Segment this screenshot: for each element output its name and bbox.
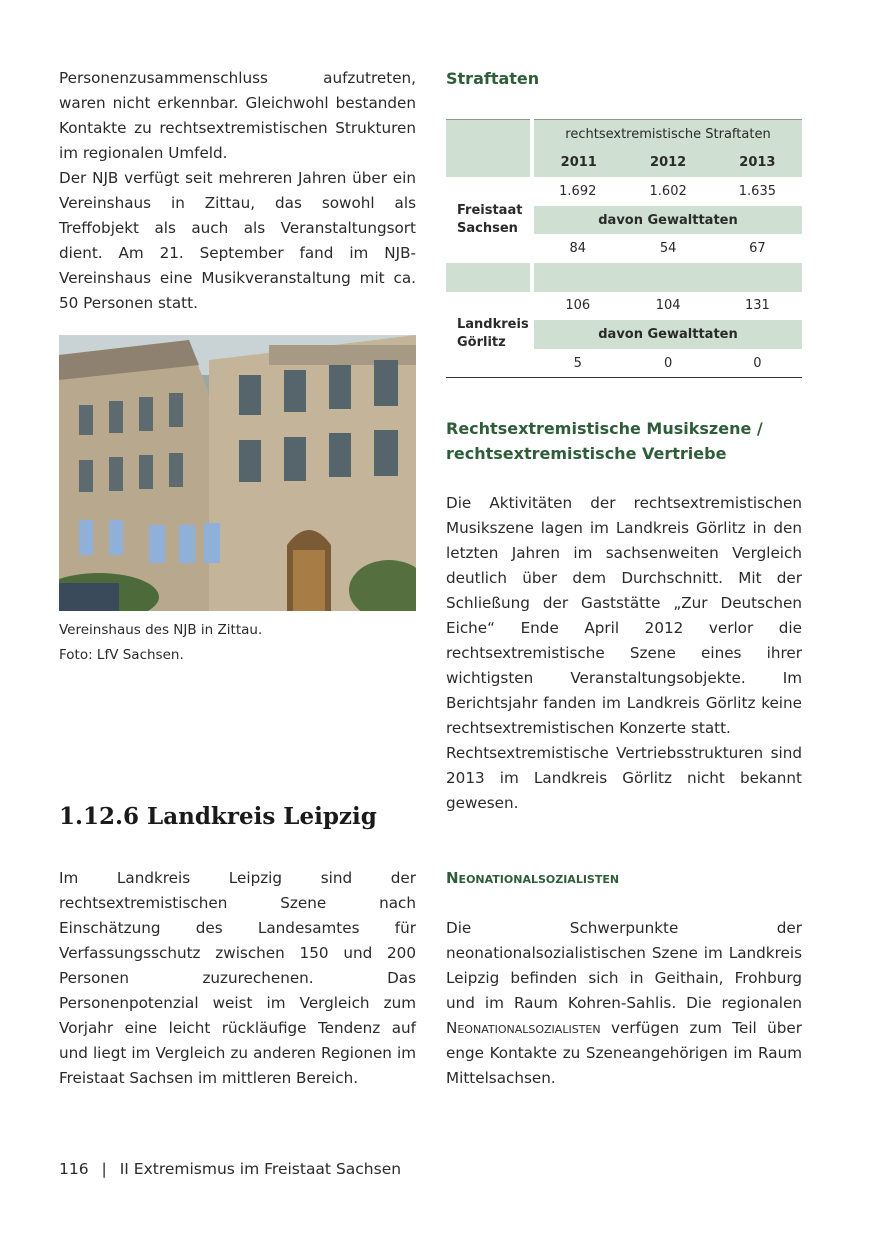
subheader-gewalttaten: davon Gewalttaten <box>532 206 802 235</box>
neonazi-text-part-2: verfügen zum Teil über enge Kontakte zu Szeneangehörigen im Raum Mittelsachsen. <box>446 1019 802 1087</box>
table-cell: 1.692 <box>559 183 597 199</box>
neonazi-term: Neonationalsozialisten <box>446 1019 601 1037</box>
table-cell: 84 <box>569 241 587 257</box>
page-footer <box>59 1160 401 1178</box>
neonazi-paragraph <box>446 916 802 1091</box>
musik-text <box>446 491 802 816</box>
leipzig-text <box>59 866 416 1091</box>
spacer-cell <box>446 263 532 292</box>
chapter-title: II Extremismus im Freistaat Sachsen <box>119 1160 402 1178</box>
musik-paragraph-2: Rechtsextremistische Vertriebsstrukturen sind 2013 im Landkreis Görlitz nicht bekannt gewesen. <box>446 744 802 812</box>
intro-paragraph-1: Personenzusammenschluss aufzutreten, waren nicht erkennbar. Gleichwohl bestanden Kontakte zu rechtsextremistischen Strukturen im regionalen Umfeld. <box>59 69 416 162</box>
leipzig-paragraph: Im Landkreis Leipzig sind der rechtsextremistischen Szene nach Einschätzung des Landesamtes für Verfassungsschutz zwischen 150 und 200 Personen zuzurechenen. Das Personenpotenzial weist im Vergleich zum Vorjahr eine leicht rückläufige Tendenz auf und liegt im Vergleich zu anderen Regionen im Freistaat Sachsen im mittleren Bereich. <box>59 869 416 1087</box>
year-header: 2013 <box>713 149 802 178</box>
table-cell: 54 <box>659 241 677 257</box>
intro-text <box>59 66 416 316</box>
subheader-gewalttaten: davon Gewalttaten <box>532 320 802 349</box>
spacer-row <box>532 263 802 292</box>
year-header: 2012 <box>624 149 713 178</box>
region-label-goerlitz: Landkreis Görlitz <box>457 317 529 351</box>
table-cell: 5 <box>573 355 582 371</box>
neonazi-heading: Neonationalsozialisten <box>446 869 620 887</box>
table-cell: 106 <box>565 298 591 314</box>
musik-heading-line-2: rechtsextremistische Vertriebe <box>446 444 727 463</box>
table-cell: 67 <box>749 241 766 257</box>
photo-caption <box>59 618 416 668</box>
table-cell: 131 <box>744 298 770 314</box>
region-label-sachsen: Freistaat Sachsen <box>457 203 523 237</box>
musik-paragraph-1: Die Aktivitäten der rechtsextremistischen Musikszene lagen im Landkreis Görlitz in den letzten Jahren im sachsenweiten Vergleich deutlich über dem Durchschnitt. Mit der Schließung der Gaststätte „Zur Deutschen Eiche“ Ende April 2012 verlor die rechtsextremistische Szene eines ihrer wichtigsten Veranstaltungsobjekte. Im Berichtsjahr fanden im Landkreis Görlitz keine rechtsextremistischen Konzerte statt. <box>446 494 802 737</box>
table-corner-cell <box>446 149 532 178</box>
straftaten-table <box>446 119 802 378</box>
musik-heading-line-1: Rechtsextremistische Musikszene / <box>446 419 763 438</box>
building-photo <box>59 335 416 611</box>
neonazi-text <box>446 916 802 1091</box>
table-corner-cell <box>446 120 532 149</box>
footer-separator: | <box>101 1160 107 1178</box>
page-number: 116 <box>59 1160 89 1178</box>
year-header: 2011 <box>532 149 624 178</box>
straftaten-heading: Straftaten <box>446 69 540 88</box>
table-cell: 0 <box>664 355 673 371</box>
table-cell: 104 <box>655 298 681 314</box>
intro-paragraph-2: Der NJB verfügt seit mehreren Jahren über ein Vereinshaus in Zittau, das sowohl als Treffobjekt als auch als Veranstaltungsort dient. Am 21. September fand im NJB-Vereinshaus eine Musikveranstaltung mit ca. 50 Personen statt. <box>59 169 416 312</box>
photo-credit: Foto: LfV Sachsen. <box>59 647 184 663</box>
musik-heading <box>446 416 802 466</box>
table-cell: 0 <box>753 355 762 371</box>
photo-caption-title: Vereinshaus des NJB in Zittau. <box>59 622 263 638</box>
table-header: rechtsextremistische Straftaten <box>532 120 802 149</box>
table-cell: 1.602 <box>649 183 687 199</box>
neonazi-text-part-1: Die Schwerpunkte der neonationalsozialistischen Szene im Landkreis Leipzig befinden sich in Geithain, Frohburg und im Raum Kohren-Sahlis. Die regionalen <box>446 919 802 1012</box>
table-cell: 1.635 <box>738 183 776 199</box>
section-title: 1.12.6 Landkreis Leipzig <box>59 803 377 830</box>
